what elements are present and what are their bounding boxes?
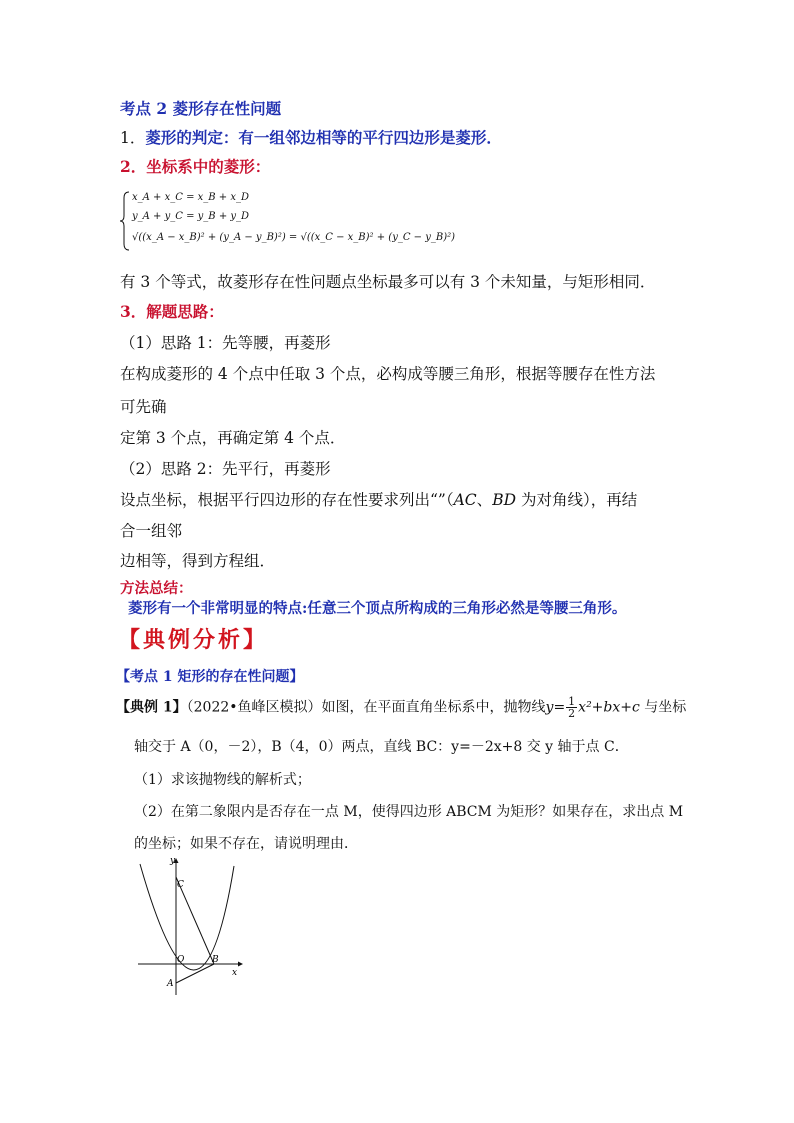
example-1-source: （2022•鱼峰区模拟）如图，在平面直角坐标系中，抛物线 (186, 699, 546, 716)
item1-text: ：有一组邻边相等的平行四边形是菱形． (222, 128, 502, 147)
item1-prefix: 1． (120, 129, 146, 147)
formula-line-3: √((x_A − x_B)² + (y_A − y_B)²) = √((x_C − x_B)² + (y_C − y_B)²) (132, 232, 456, 243)
example-1-fraction (566, 696, 577, 719)
idea2-title: （2）思路 2：先平行，再菱形 (120, 460, 331, 478)
label-x: x (232, 968, 238, 978)
item1-label: 菱形的判定 (145, 128, 223, 147)
item3-heading: 3．解题思路： (120, 302, 224, 321)
example-analysis-banner: 【典例分析】 (118, 627, 269, 653)
idea2-text-c: 、 (476, 491, 493, 509)
question-1: （1）求该抛物线的解析式； (134, 772, 311, 788)
label-y: y (170, 856, 176, 866)
label-o: O (177, 955, 185, 965)
rhombus-formula (120, 188, 456, 254)
idea2-text-e: 为对角线），再结 (516, 491, 638, 509)
label-b: B (212, 955, 219, 965)
example-1-label: 【典例 1】 (116, 699, 187, 716)
parabola-figure (130, 855, 250, 1000)
example-1-line-2: 轴交于 A（0，－2），B（4，0）两点，直线 BC：y=－2x+8 交 y 轴于点 C． (134, 739, 629, 755)
formula-line-1: x_A + x_C = x_B + x_D (132, 192, 250, 203)
segment-cb (176, 877, 214, 964)
section1-title: 【考点 1 矩形的存在性问题】 (116, 669, 304, 685)
example-1-expression: x²+bx+c (578, 699, 640, 716)
segment-ab (176, 964, 214, 983)
equations-note: 有 3 个等式，故菱形存在性问题点坐标最多可以有 3 个未知量，与矩形相同． (120, 273, 656, 291)
fraction-denominator: 2 (568, 707, 576, 720)
example-1-tail: 与坐标 (639, 699, 687, 716)
example-1-eq: = (553, 699, 566, 716)
idea1-line-3: 定第 3 个点，再确定第 4 个点． (120, 429, 346, 447)
label-c: C (177, 880, 184, 890)
method-summary-label: 方法总结： (120, 580, 193, 597)
method-summary-text: 菱形有一个非常明显的特点:任意三个顶点所构成的三角形必然是等腰三角形。 (128, 600, 627, 617)
label-a: A (167, 979, 174, 989)
x-axis-arrow (238, 962, 243, 967)
idea2-line-1 (120, 488, 637, 510)
idea1-title: （1）思路 1：先等腰，再菱形 (120, 334, 331, 352)
item2-heading: 2．坐标系中的菱形： (120, 157, 271, 176)
idea2-diag-bd: BD (492, 491, 517, 509)
example-1-y: y (545, 699, 554, 716)
parabola-curve (140, 864, 234, 970)
idea2-text-a: 设点坐标，根据平行四边形的存在性要求列出“”（ (120, 491, 454, 509)
formula-line-2: y_A + y_C = y_B + y_D (132, 211, 250, 222)
idea2-diag-ac: AC (453, 491, 477, 509)
example-1-line-1 (116, 696, 686, 719)
question-2-line-2: 的坐标；如果不存在，请说明理由． (134, 836, 358, 852)
item1 (120, 126, 502, 148)
idea1-line-2: 可先确 (120, 398, 167, 416)
idea2-line-2: 合一组邻 (120, 522, 183, 540)
idea1-line-1: 在构成菱形的 4 个点中任取 3 个点，必构成等腰三角形，根据等腰存在性方法 (120, 365, 656, 383)
idea2-line-3: 边相等，得到方程组． (120, 552, 276, 570)
question-2-line-1: （2）在第二象限内是否存在一点 M，使得四边形 ABCM 为矩形？如果存在，求出点 M (134, 804, 684, 820)
fraction-numerator: 1 (568, 695, 576, 708)
section2-title: 考点 2 菱形存在性问题 (120, 99, 282, 118)
